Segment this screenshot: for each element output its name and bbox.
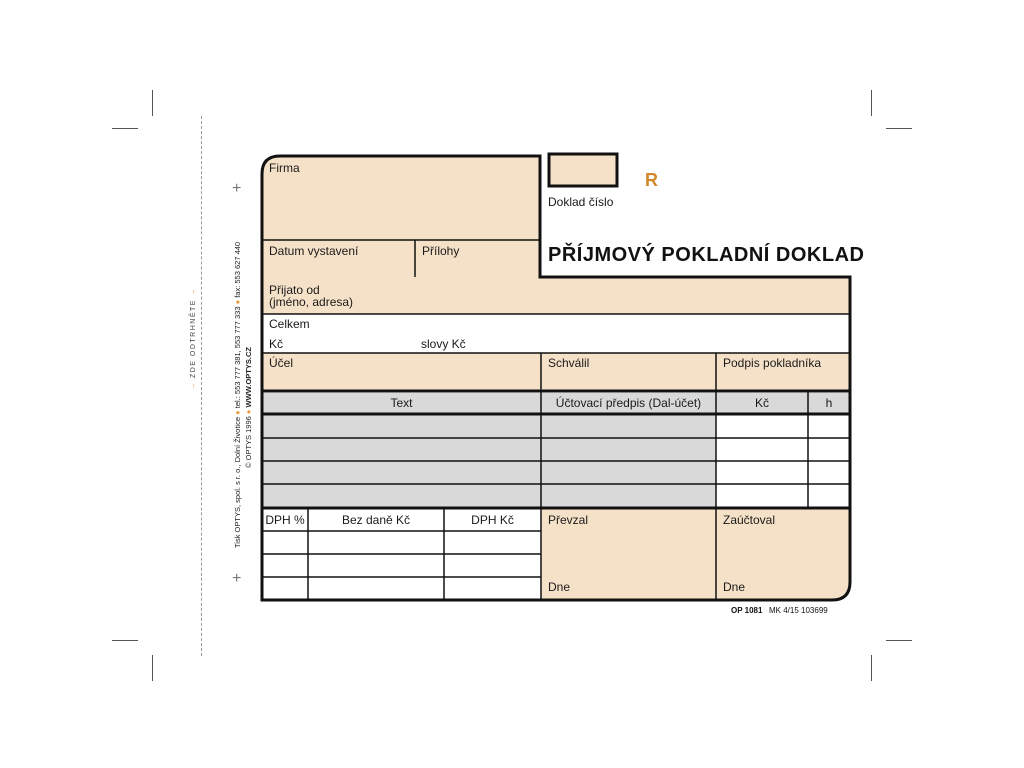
copy-mark: R — [645, 170, 658, 190]
arrow-icon: → — [190, 381, 197, 390]
doklad-cislo-box — [549, 154, 617, 186]
registration-mark: + — [232, 570, 242, 587]
bullet-icon: ● — [233, 410, 242, 415]
prevzal-dne-label: Dne — [548, 580, 571, 594]
col-h-header: h — [825, 396, 833, 410]
bullet-icon: ● — [244, 409, 253, 415]
printer-fax: fax: 553 627 440 — [233, 241, 242, 298]
arrow-icon: → — [190, 287, 197, 296]
vat-base-header: Bez daně Kč — [341, 513, 411, 527]
slovy-label: slovy Kč — [421, 337, 466, 351]
firma-datum-field — [262, 156, 540, 277]
doklad-cislo-label: Doklad číslo — [548, 195, 614, 209]
bullet-icon: ● — [233, 299, 242, 305]
vat-pct-header: DPH % — [265, 513, 305, 527]
prijato-label: Přijato od — [269, 283, 320, 297]
datum-label: Datum vystavení — [269, 244, 359, 258]
kc-label: Kč — [269, 337, 284, 351]
tear-off-text: ZDE ODTRHNĚTE — [190, 299, 197, 379]
printer-website: WWW.OPTYS.CZ — [244, 347, 253, 408]
col-text-header: Text — [390, 396, 413, 410]
celkem-label: Celkem — [269, 317, 310, 331]
prilohy-label: Přílohy — [422, 244, 460, 258]
page-title: PŘÍJMOVÝ POKLADNÍ DOKLAD — [548, 244, 865, 266]
vat-amount-header: DPH Kč — [471, 513, 514, 527]
zauctoval-label: Zaúčtoval — [723, 513, 776, 527]
form-code-suffix: MK 4/15 103699 — [769, 606, 828, 615]
col-kc-header: Kč — [754, 396, 769, 410]
printer-address: Tisk OPTYS, spol. s r. o., Dolní Životice — [233, 416, 242, 548]
col-predpis-header: Účtovací předpis (Dal-účet) — [555, 396, 702, 410]
ucel-label: Účel — [269, 356, 294, 370]
form-code: OP 1081 — [731, 606, 763, 615]
printer-tel: tel.: 553 777 381, 553 777 333 — [233, 306, 242, 409]
zauctoval-dne-label: Dne — [723, 580, 746, 594]
printer-copyright: © OPTYS 1996 — [244, 416, 253, 468]
schvalil-label: Schválil — [548, 356, 590, 370]
prevzal-label: Převzal — [548, 513, 589, 527]
prijato-sublabel: (jméno, adresa) — [269, 295, 354, 309]
firma-label: Firma — [269, 161, 300, 175]
podpis-label: Podpis pokladníka — [723, 356, 822, 370]
registration-mark: + — [232, 180, 242, 197]
